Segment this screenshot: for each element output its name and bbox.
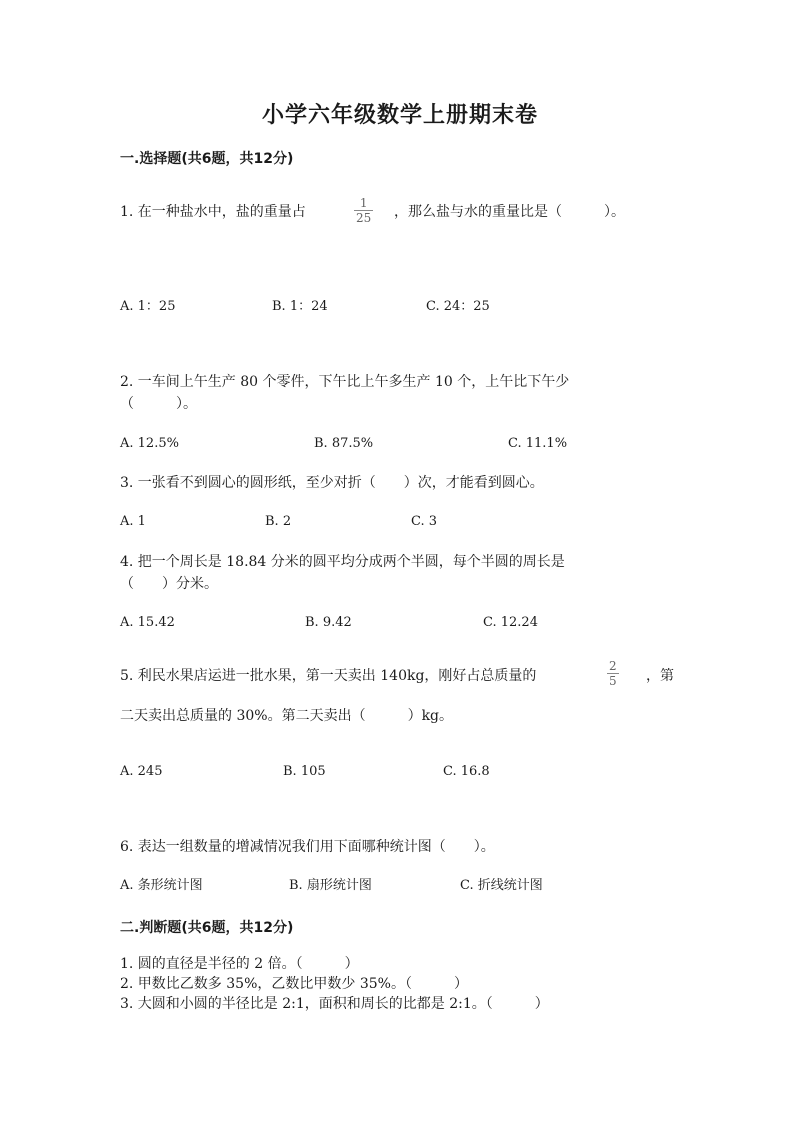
question-1-option-a[interactable]: A. 1：25 (120, 299, 176, 314)
question-5-text: 5. 利民水果店运进一批水果，第一天卖出 140kg，刚好占总质量的 (120, 668, 537, 684)
question-6-text: 6. 表达一组数量的增减情况我们用下面哪种统计图（ ）。 (120, 839, 495, 855)
question-5-option-a[interactable]: A. 245 (120, 764, 163, 779)
question-6-option-c[interactable]: C. 折线统计图 (460, 878, 543, 893)
question-3-option-b[interactable]: B. 2 (265, 514, 292, 529)
question-5-option-c[interactable]: C. 16.8 (443, 764, 490, 779)
question-4-option-b[interactable]: B. 9.42 (305, 615, 352, 630)
question-1-text: 1. 在一种盐水中，盐的重量占 (120, 204, 306, 220)
question-5-option-b[interactable]: B. 105 (283, 764, 326, 779)
question-2-option-a[interactable]: A. 12.5% (120, 436, 179, 451)
question-1-option-c[interactable]: C. 24：25 (426, 299, 490, 314)
question-3-option-c[interactable]: C. 3 (411, 514, 438, 529)
question-5-text-line2: 二天卖出总质量的 30%。第二天卖出（ ）kg。 (120, 708, 454, 724)
question-1-option-b[interactable]: B. 1：24 (272, 299, 328, 314)
judge-item-2: 2. 甲数比乙数多 35%，乙数比甲数少 35%。（ ） (120, 976, 468, 992)
question-3-option-a[interactable]: A. 1 (120, 514, 146, 529)
question-3-text: 3. 一张看不到圆心的圆形纸，至少对折（ ）次，才能看到圆心。 (120, 475, 544, 491)
judge-item-1: 1. 圆的直径是半径的 2 倍。（ ） (120, 956, 359, 972)
fraction-denominator: 25 (356, 211, 372, 225)
question-5-fraction (607, 659, 619, 688)
fraction-denominator: 5 (609, 674, 617, 688)
judge-item-3: 3. 大圆和小圆的半径比是 2:1，面积和周长的比都是 2:1。（ ） (120, 996, 549, 1012)
section-heading-choice: 一.选择题(共6题，共12分) (120, 151, 294, 167)
question-4-text: 4. 把一个周长是 18.84 分米的圆平均分成两个半圆，每个半圆的周长是 (120, 554, 565, 570)
question-2-option-c[interactable]: C. 11.1% (508, 436, 568, 451)
section-heading-judgement: 二.判断题(共6题，共12分) (120, 920, 294, 936)
question-4-option-a[interactable]: A. 15.42 (120, 615, 175, 630)
question-2-option-b[interactable]: B. 87.5% (314, 436, 374, 451)
question-2-text-line2: （ ）。 (120, 396, 197, 412)
page-title: 小学六年级数学上册期末卷 (261, 102, 538, 128)
question-6-option-b[interactable]: B. 扇形统计图 (289, 878, 372, 893)
fraction-numerator: 1 (359, 196, 368, 210)
question-2-text: 2. 一车间上午生产 80 个零件，下午比上午多生产 10 个，上午比下午少 (120, 374, 570, 390)
question-5-text-end: ，第 (646, 668, 674, 684)
question-1-fraction (354, 196, 373, 225)
question-1-text-end: ，那么盐与水的重量比是（ ）。 (394, 204, 625, 220)
question-4-text-line2: （ ）分米。 (120, 576, 218, 592)
question-6-option-a[interactable]: A. 条形统计图 (120, 878, 203, 893)
fraction-numerator: 2 (609, 659, 617, 673)
question-4-option-c[interactable]: C. 12.24 (483, 615, 538, 630)
